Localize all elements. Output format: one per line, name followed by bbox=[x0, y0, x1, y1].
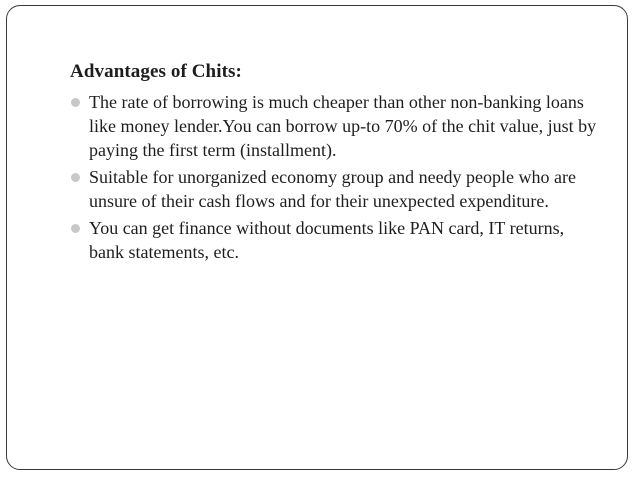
bullet-item bbox=[70, 165, 600, 213]
bullet-text: The rate of borrowing is much cheaper than other non-banking loans like money lender.You can borrow up-to 70% of the chit value, just by paying the first term (installment). bbox=[89, 92, 597, 160]
bullet-text: Suitable for unorganized economy group and needy people who are unsure of their cash flows and for their unexpected expenditure. bbox=[89, 167, 577, 211]
bullet-item bbox=[70, 90, 600, 162]
slide-content bbox=[70, 60, 600, 267]
bullet-item bbox=[70, 216, 600, 264]
bullet-dot-icon bbox=[71, 224, 80, 233]
bullet-dot-icon bbox=[71, 173, 80, 182]
bullet-text: You can get finance without documents like PAN card, IT returns, bank statements, etc. bbox=[89, 218, 565, 262]
slide-heading: Advantages of Chits: bbox=[70, 61, 242, 82]
bullet-dot-icon bbox=[71, 98, 80, 107]
bullet-list bbox=[70, 90, 600, 264]
